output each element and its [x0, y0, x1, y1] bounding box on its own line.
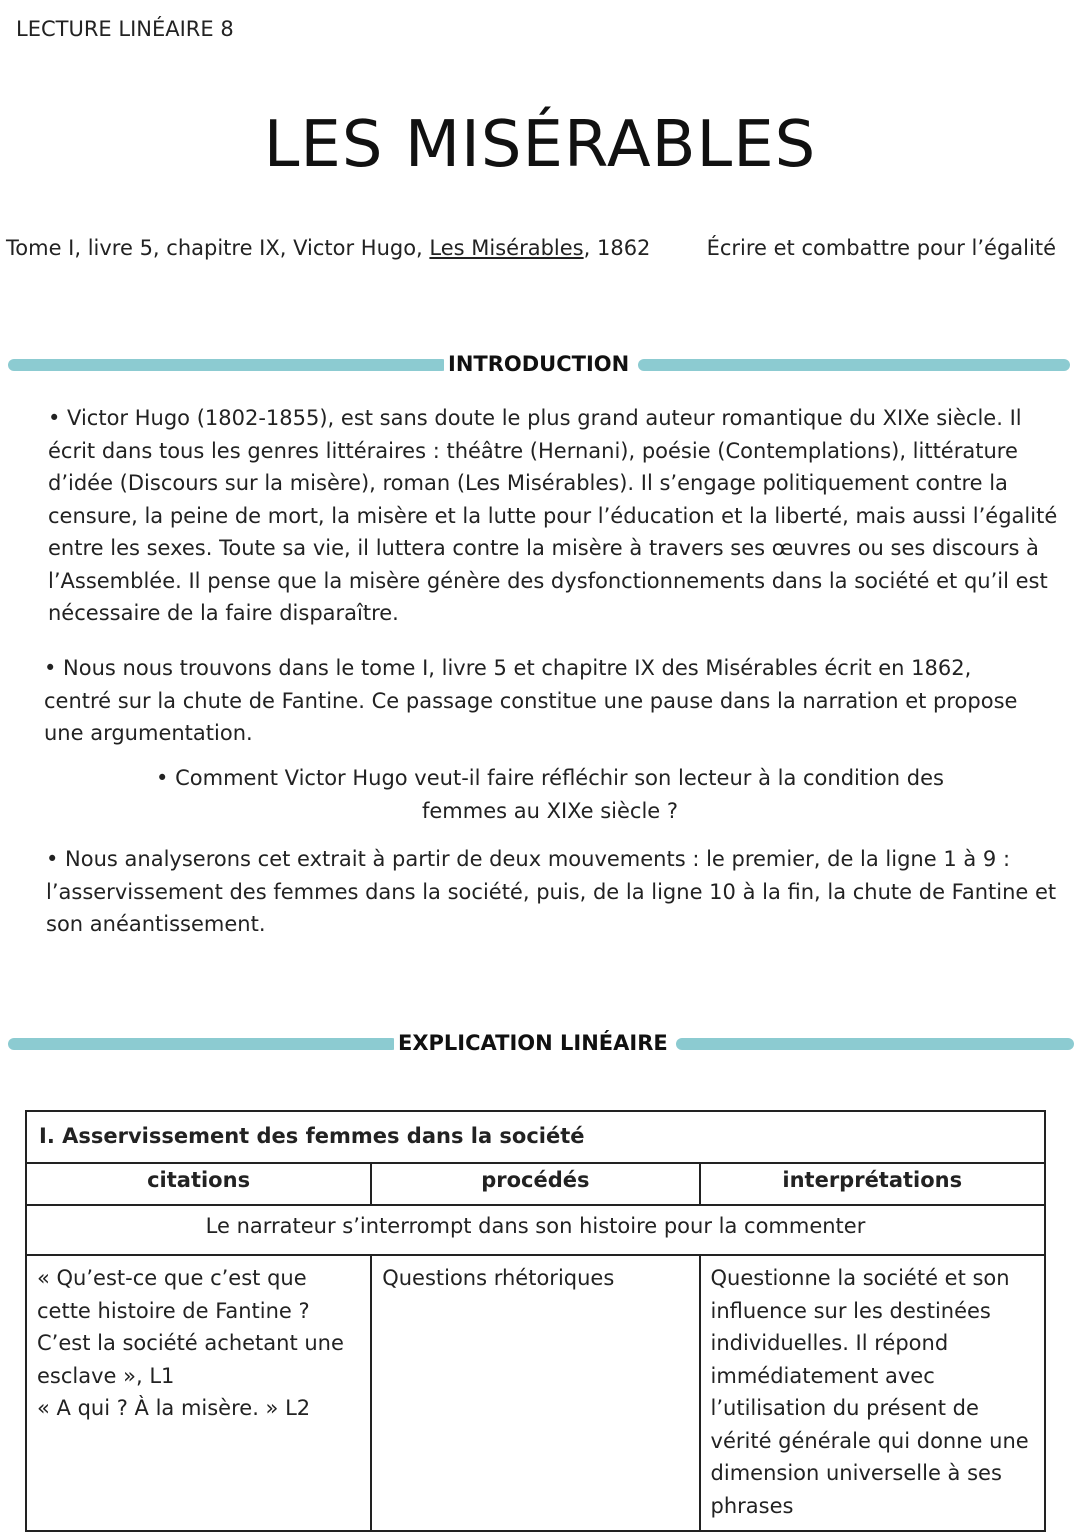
- divider-bar-right: [676, 1038, 1074, 1050]
- analysis-table: [25, 1110, 1046, 1532]
- procede-cell: Questions rhétoriques: [371, 1255, 699, 1531]
- divider-bar-left: [8, 1038, 398, 1050]
- work-reference: [6, 236, 650, 260]
- section-heading-introduction: INTRODUCTION: [444, 352, 633, 376]
- problematique: • Comment Victor Hugo veut-il faire réfléchir son lecteur à la condition des femmes au XIXe siècle ?: [156, 766, 944, 823]
- interpretation-cell: Questionne la société et son influence sur les destinées individuelles. Il répond immédiatement avec l’utilisation du présent de vérité générale qui donne une dimension universelle à ses phrases: [700, 1255, 1045, 1531]
- citation-text: « Qu’est-ce que c’est que cette histoire de Fantine ? C’est la société achetant une esclave », L1: [37, 1266, 344, 1388]
- divider-bar-right: [638, 359, 1070, 371]
- theme-label: Écrire et combattre pour l’égalité: [706, 236, 1056, 260]
- intro-paragraph-context: • Nous nous trouvons dans le tome I, livre 5 et chapitre IX des Misérables écrit en 1862, centré sur la chute de Fantine. Ce passage constitue une pause dans la narration et propose une argumentation.: [44, 656, 1018, 745]
- reference-text: Tome I, livre 5, chapitre IX, Victor Hugo,: [6, 236, 430, 260]
- citation-cell: [26, 1255, 371, 1531]
- column-header-citations: citations: [26, 1163, 371, 1205]
- table-note: Le narrateur s’interrompt dans son histoire pour la commenter: [26, 1205, 1045, 1255]
- intro-paragraph-plan: • Nous analyserons cet extrait à partir de deux mouvements : le premier, de la ligne 1 à 9 : l’asservissement des femmes dans la société, puis, de la ligne 10 à la fin, la chute de Fantine et son anéantissement.: [46, 847, 1057, 936]
- document-label: LECTURE LINÉAIRE 8: [16, 17, 234, 41]
- book-title: Les Misérables: [429, 236, 584, 260]
- table-section-title: I. Asservissement des femmes dans la société: [26, 1111, 1045, 1163]
- introduction-divider: [8, 352, 1070, 376]
- section-heading-explication: EXPLICATION LINÉAIRE: [394, 1031, 672, 1055]
- table-row: [26, 1255, 1045, 1531]
- explication-divider: [8, 1031, 1070, 1055]
- column-header-interpretations: interprétations: [700, 1163, 1045, 1205]
- divider-bar-left: [8, 359, 448, 371]
- page-title: LES MISÉRABLES: [263, 108, 817, 182]
- reference-year: , 1862: [583, 236, 651, 260]
- citation-text: « A qui ? À la misère. » L2: [37, 1396, 311, 1420]
- column-header-procedes: procédés: [371, 1163, 699, 1205]
- intro-paragraph-author: • Victor Hugo (1802-1855), est sans doute le plus grand auteur romantique du XIXe siècle. Il écrit dans tous les genres littéraires : théâtre (Hernani), poésie (Contemplations), littérature d’idée (Discours sur la misère), roman (Les Misérables). Il s’engage politiquement contre la censure, la peine de mort, la misère et la lutte pour l’éducation et la liberté, mais aussi l’égalité entre les sexes. Toute sa vie, il luttera contre la misère à travers ses œuvres ou ses discours à l’Assemblée. Il pense que la misère génère des dysfonctionnements dans la société et qu’il est nécessaire de la faire disparaître.: [48, 406, 1058, 625]
